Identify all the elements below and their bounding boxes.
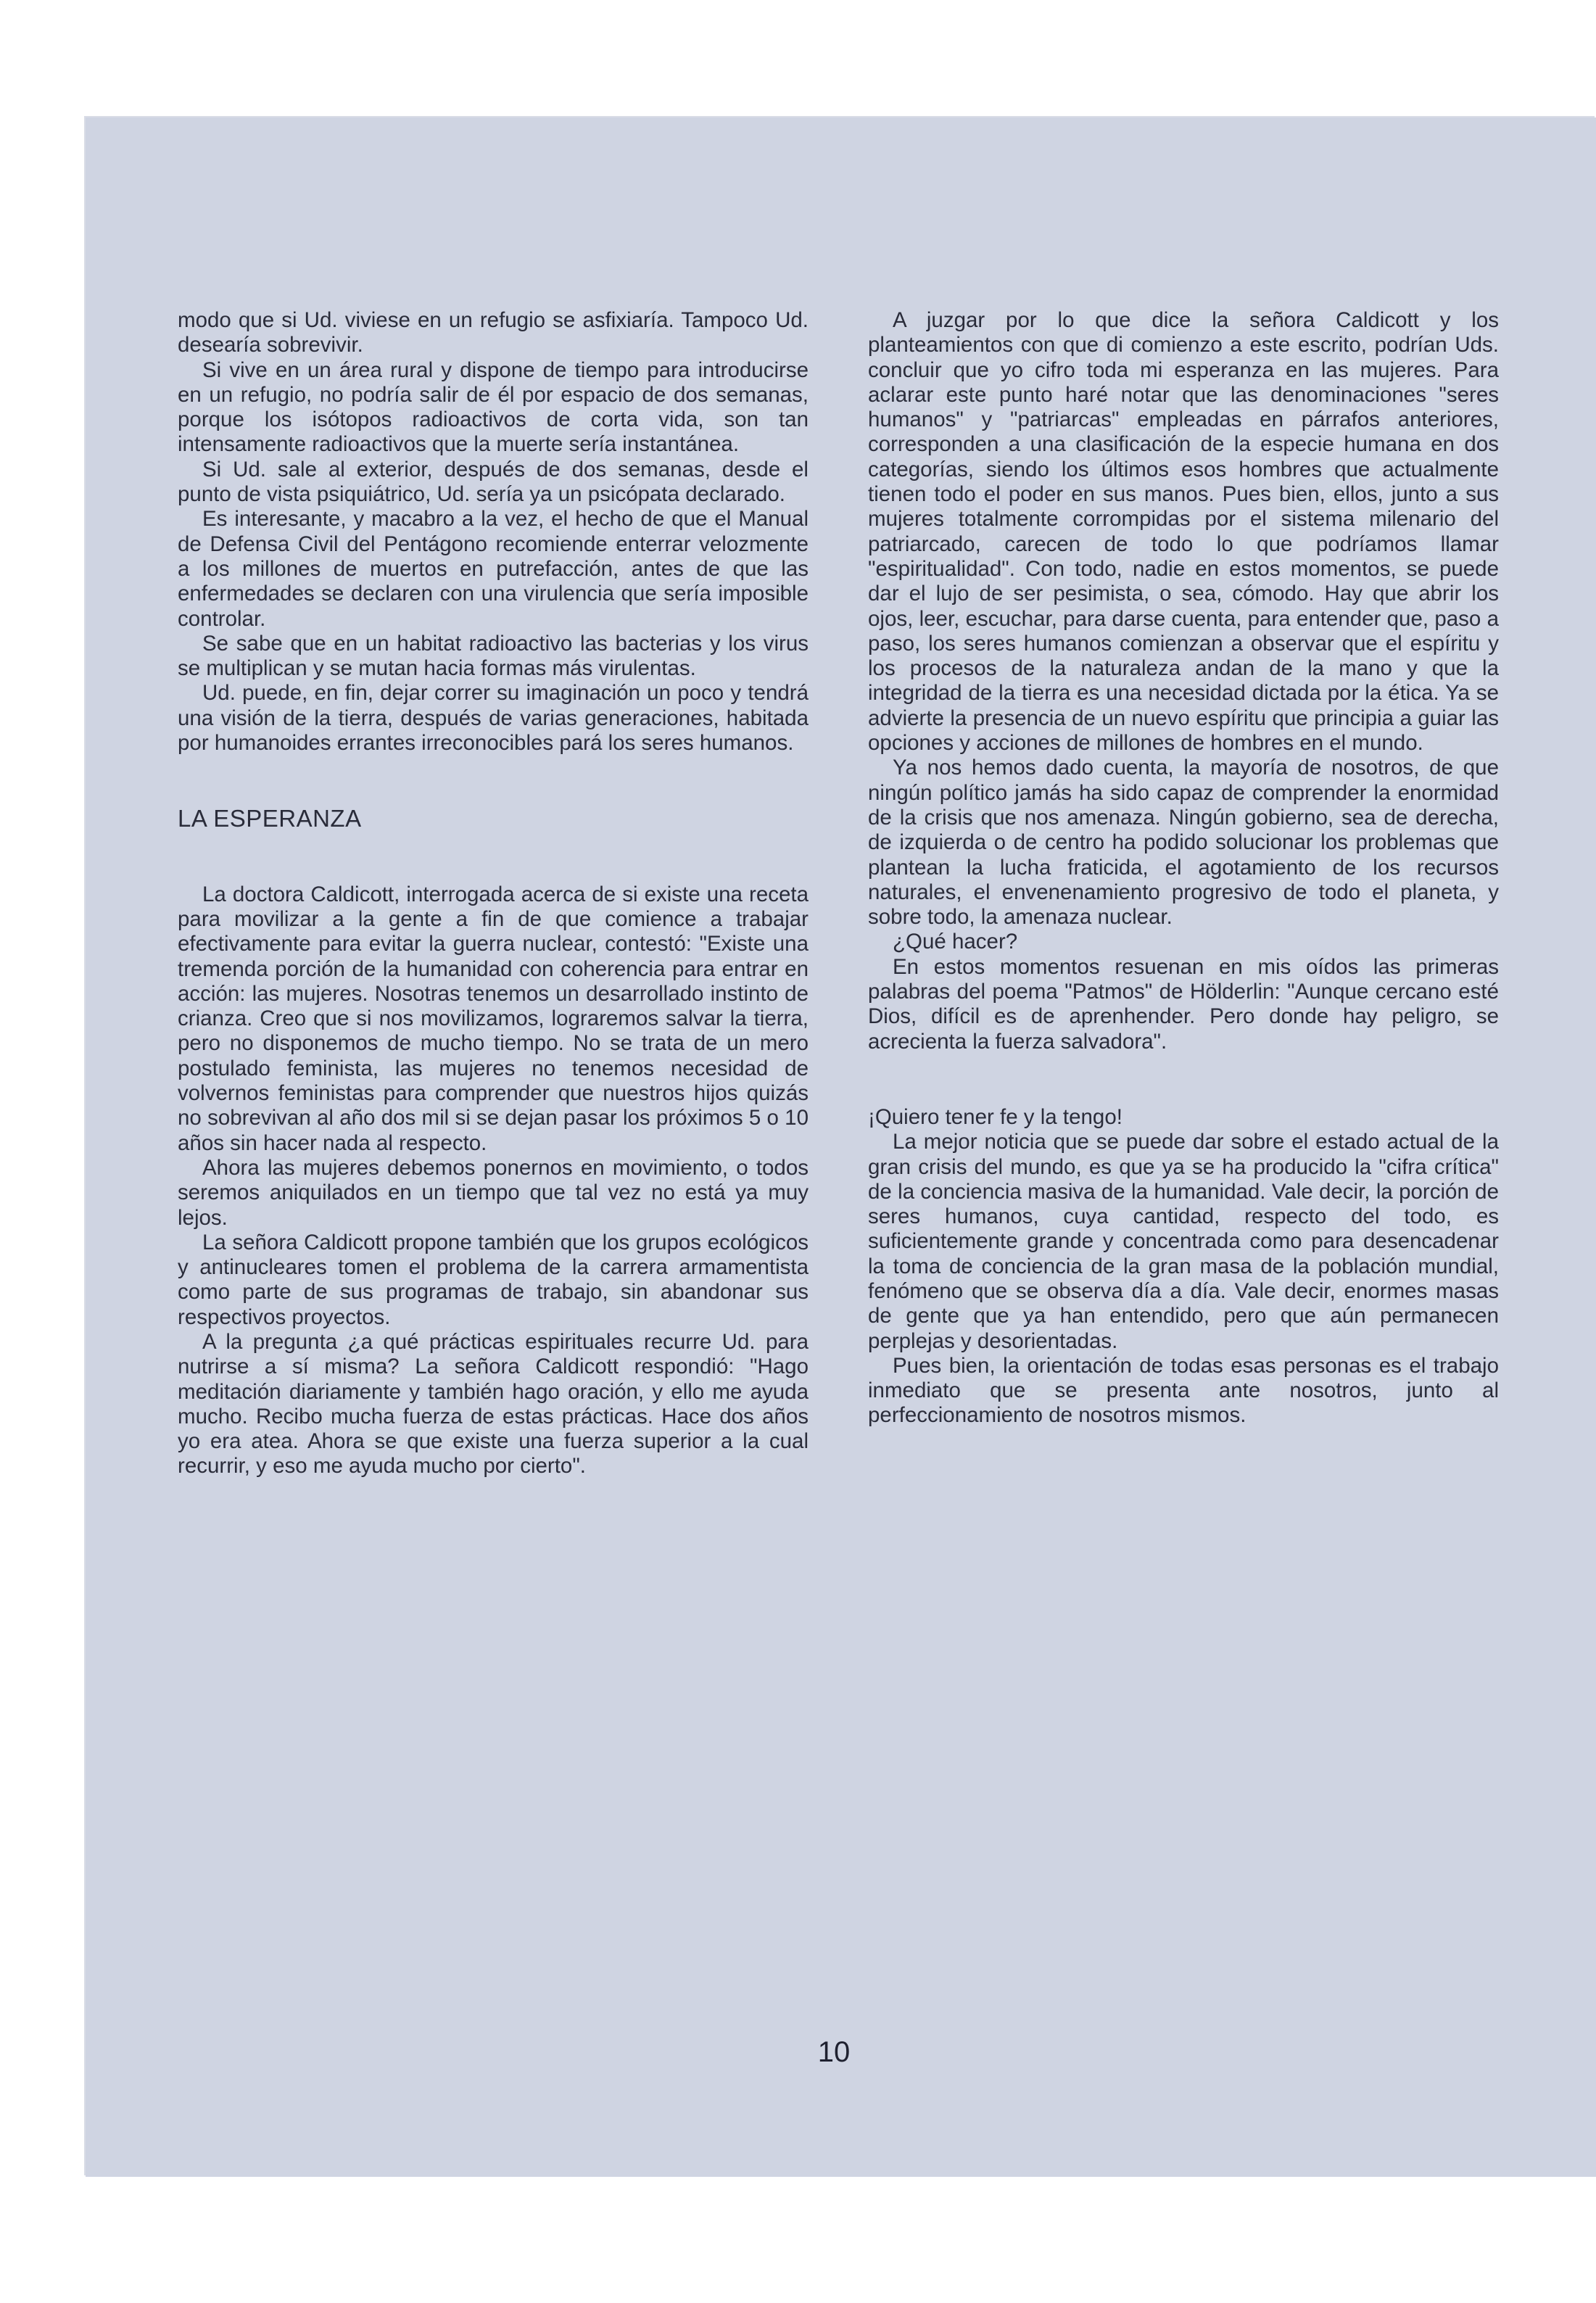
paragraph: ¡Quiero tener fe y la tengo! bbox=[868, 1104, 1122, 1129]
paragraph: La señora Caldicott propone también que los grupos ecológicos y antinucleares tomen el problema de la carrera armamentista como parte de sus programas de trabajo, sin abandonar sus respectivos proyectos. bbox=[178, 1230, 809, 1329]
paragraph: Ud. puede, en fin, dejar correr su imaginación un poco y tendrá una visión de la tierra, después de varias generaciones, habitada por humanoides errantes irreconocibles pará los seres humanos. bbox=[178, 681, 809, 756]
paragraph: Ya nos hemos dado cuenta, la mayoría de nosotros, de que ningún político jamás ha sido capaz de comprender la enormidad de la crisis que nos amenaza. Ningún gobierno, sea de derecha, de izquierda o de centro ha podido solucionar los problemas que plantean la lucha fraticida, el agotamiento de los recursos naturales, el envenenamiento progresivo de todo el planeta, y sobre todo, la amenaza nuclear. bbox=[868, 756, 1499, 930]
page-number: 10 bbox=[817, 2036, 851, 2068]
paragraph: Es interesante, y macabro a la vez, el hecho de que el Manual de Defensa Civil del Pentágono recomiende enterrar velozmente a los millones de muertos en putrefacción, antes de que las enfermedades se declaren con una virulencia que sería imposible controlar. bbox=[178, 507, 809, 631]
paragraph: Si vive en un área rural y dispone de tiempo para introducirse en un refugio, no podría salir de él por espacio de dos semanas, porque los isótopos radioactivos de corta vida, son tan intensamente radioactivos que la muerte sería instantánea. bbox=[178, 357, 809, 457]
right-column bbox=[868, 308, 1499, 1428]
paragraph: Pues bien, la orientación de todas esas personas es el trabajo inmediato que se presenta ante nosotros, junto al perfeccionamiento de nosotros mismos. bbox=[868, 1353, 1499, 1428]
paragraph: A juzgar por lo que dice la señora Caldicott y los planteamientos con que di comienzo a este escrito, podrían Uds. concluir que yo cifro toda mi esperanza en las mujeres. Para aclarar este punto haré notar que las denominaciones "seres humanos" y "patriarcas" empleadas en párrafos anteriores, corresponden a una clasificación de la especie humana en dos categorías, siendo los últimos esos hombres que actualmente tienen todo el poder en sus manos. Pues bien, ellos, junto a sus mujeres totalmente corrompidas por el sistema milenario del patriarcado, carecen de todo lo que podríamos llamar "espiritualidad". Con todo, nadie en estos momentos, se puede dar el lujo de ser pesimista, o sea, cómodo. Hay que abrir los ojos, leer, escuchar, para darse cuenta, para entender que, paso a paso, los seres humanos comienzan a observar que el espíritu y los procesos de la naturaleza andan de la mano y que la integridad de la tierra es una necesidad dictada por la ética. Ya se advierte la presencia de un nuevo espíritu que principia a guiar las opciones y acciones de millones de hombres en el mundo. bbox=[868, 308, 1499, 756]
paragraph: A la pregunta ¿a qué prácticas espirituales recurre Ud. para nutrirse a sí misma? La señora Caldicott respondió: "Hago meditación diariamente y también hago oración, y ello me ayuda mucho. Recibo mucha fuerza de estas prácticas. Hace dos años yo era atea. Ahora se que existe una fuerza superior a la cual recurrir, y eso me ayuda mucho por cierto". bbox=[178, 1329, 809, 1479]
paragraph: ¿Qué hacer? bbox=[893, 930, 1018, 954]
paragraph: Si Ud. sale al exterior, después de dos semanas, desde el punto de vista psiquiátrico, Ud. sería ya un psicópata declarado. bbox=[178, 457, 809, 507]
paragraph: La mejor noticia que se puede dar sobre el estado actual de la gran crisis del mundo, es que ya se ha producido la "cifra crítica" de la conciencia masiva de la humanidad. Vale decir, la porción de seres humanos, cuya cantidad, respecto del todo, es suficientemente grande y concentrada como para desencadenar la toma de conciencia de la gran masa de la población mundial, fenómeno que se observa día a día. Vale decir, enormes masas de gente que ya han entendido, pero que aún permanecen perplejas y desorientadas. bbox=[868, 1130, 1499, 1353]
left-column bbox=[178, 308, 809, 1479]
section-heading: LA ESPERANZA bbox=[178, 805, 362, 832]
paragraph: Ahora las mujeres debemos ponernos en movimiento, o todos seremos aniquilados en un tiempo que tal vez no está ya muy lejos. bbox=[178, 1155, 809, 1230]
paragraph: modo que si Ud. viviese en un refugio se asfixiaría. Tampoco Ud. desearía sobrevivir. bbox=[178, 308, 809, 357]
paragraph: Se sabe que en un habitat radioactivo las bacterias y los virus se multiplican y se mutan hacia formas más virulentas. bbox=[178, 631, 809, 681]
paragraph: La doctora Caldicott, interrogada acerca de si existe una receta para movilizar a la gente a fin de que comience a trabajar efectivamente para evitar la guerra nuclear, contestó: "Existe una tremenda porción de la humanidad con coherencia para entrar en acción: las mujeres. Nosotras tenemos un desarrollado instinto de crianza. Creo que si nos movilizamos, lograremos salvar la tierra, pero no disponemos de mucho tiempo. No se trata de un mero postulado feminista, las mujeres no tenemos necesidad de volvernos feministas para comprender que nuestros hijos quizás no sobrevivan al año dos mil si se dejan pasar los próximos 5 o 10 años sin hacer nada al respecto. bbox=[178, 882, 809, 1155]
paragraph: En estos momentos resuenan en mis oídos las primeras palabras del poema "Patmos" de Hölderlin: "Aunque cercano esté Dios, difícil es de aprenhender. Pero donde hay peligro, se acrecienta la fuerza salvadora". bbox=[868, 954, 1499, 1054]
